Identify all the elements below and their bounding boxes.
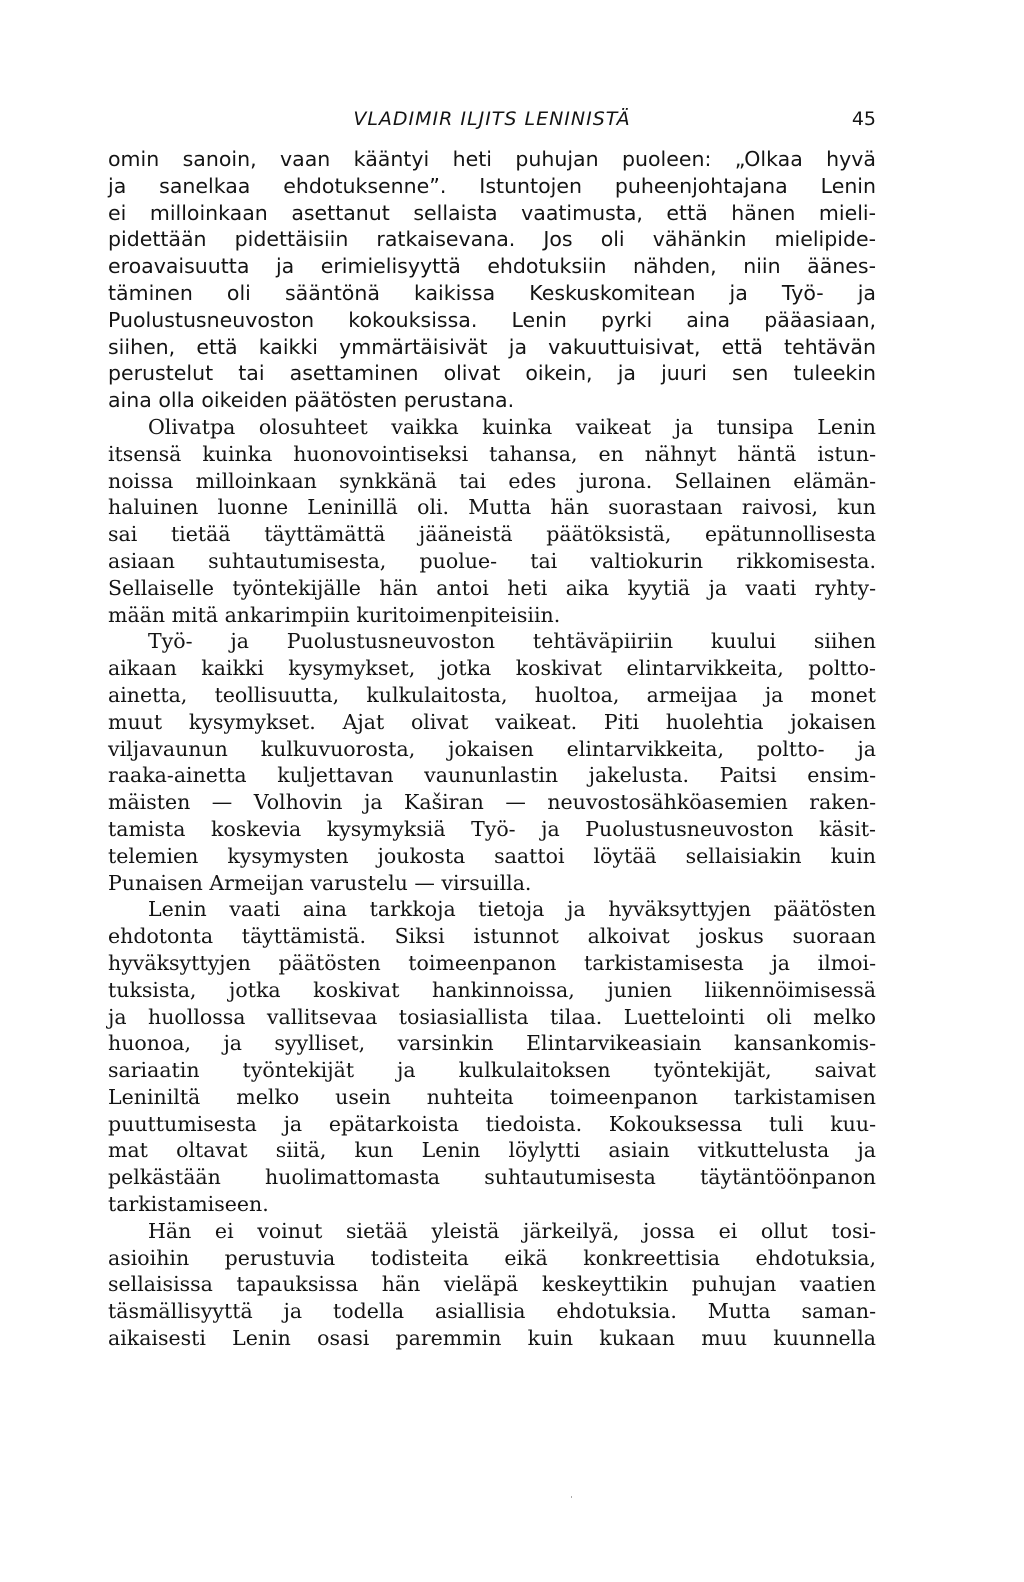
text-line: pelkästään huolimattomasta suhtautumisesta täytäntöönpanon <box>108 1165 876 1190</box>
text-line: sariaatin työntekijät ja kulkulaitoksen työntekijät, saivat <box>108 1058 876 1083</box>
text-line: aikaan kaikki kysymykset, jotka koskivat elintarvikkeita, poltto- <box>108 656 876 681</box>
paragraph-5 <box>108 1218 876 1352</box>
paragraph-3 <box>108 628 876 896</box>
page-number: 45 <box>851 108 876 130</box>
text-line: tamista koskevia kysymyksiä Työ- ja Puolustusneuvoston käsit- <box>108 816 876 841</box>
text-line: sellaisissa tapauksissa hän vieläpä keskeyttikin puhujan vaatien <box>108 1272 876 1297</box>
text-line: eroavaisuutta ja erimielisyyttä ehdotuksiin nähden, niin äänes- <box>108 254 876 279</box>
text-line: Lenin vaati aina tarkkoja tietoja ja hyväksyttyjen päätösten <box>148 897 876 922</box>
text-line: ja huollossa vallitsevaa tosiasiallista tilaa. Luettelointi oli melko <box>108 1004 876 1029</box>
print-speck <box>571 1496 572 1498</box>
text-line: asioihin perustuvia todisteita eikä konkreettisia ehdotuksia, <box>108 1245 876 1270</box>
text-line: asiaan suhtautumisesta, puolue- tai valtiokurin rikkomisesta. <box>108 548 876 573</box>
paragraph-1 <box>108 146 876 414</box>
text-line: aina olla oikeiden päätösten perustana. <box>108 388 515 413</box>
text-line: ainetta, teollisuutta, kulkulaitosta, huoltoa, armeijaa ja monet <box>108 682 876 707</box>
text-line: siihen, että kaikki ymmärtäisivät ja vakuuttuisivat, että tehtävän <box>108 334 876 359</box>
text-line: Sellaiselle työntekijälle hän antoi heti aika kyytiä ja vaati ryhty- <box>108 575 876 600</box>
text-line: täminen oli sääntönä kaikissa Keskuskomitean ja Työ- ja <box>108 280 876 305</box>
running-title: VLADIMIR ILJITS LENINISTÄ <box>353 108 631 130</box>
text-line: noissa milloinkaan synkkänä tai edes jurona. Sellainen elämän- <box>108 468 876 493</box>
text-line: sai tietää täyttämättä jääneistä päätöksistä, epätunnollisesta <box>108 522 876 547</box>
text-line: täsmällisyyttä ja todella asiallisia ehdotuksia. Mutta saman- <box>108 1299 876 1324</box>
text-line: mään mitä ankarimpiin kuritoimenpiteisiin. <box>108 602 561 627</box>
text-line: ei milloinkaan asettanut sellaista vaatimusta, että hänen mieli- <box>108 200 876 225</box>
text-line: viljavaunun kulkuvuorosta, jokaisen elintarvikkeita, poltto- ja <box>108 736 876 761</box>
text-line: Työ- ja Puolustusneuvoston tehtäväpiiriin kuului siihen <box>148 629 876 654</box>
text-line: muut kysymykset. Ajat olivat vaikeat. Piti huolehtia jokaisen <box>108 709 876 734</box>
text-line: ehdotonta täyttämistä. Siksi istunnot alkoivat joskus suoraan <box>108 924 876 949</box>
text-line: Olivatpa olosuhteet vaikka kuinka vaikeat ja tunsipa Lenin <box>148 414 876 439</box>
text-line: telemien kysymysten joukosta saattoi löytää sellaisiakin kuin <box>108 843 876 868</box>
text-line: Hän ei voinut sietää yleistä järkeilyä, jossa ei ollut tosi- <box>148 1218 876 1243</box>
text-line: raaka-ainetta kuljettavan vaununlastin jakelusta. Paitsi ensim- <box>108 763 876 788</box>
running-header <box>108 104 876 134</box>
text-line: mäisten — Volhovin ja Kaširan — neuvostosähköasemien raken- <box>108 790 876 815</box>
text-line: puuttumisesta ja epätarkoista tiedoista. Kokouksessa tuli kuu- <box>108 1111 876 1136</box>
text-line: pidettään pidettäisiin ratkaisevana. Jos oli vähänkin mielipide- <box>108 227 876 252</box>
text-line: perustelut tai asettaminen olivat oikein, ja juuri sen tuleekin <box>108 361 876 386</box>
text-line: hyväksyttyjen päätösten toimeenpanon tarkistamisesta ja ilmoi- <box>108 950 876 975</box>
body-text <box>108 146 876 1352</box>
text-line: mat oltavat siitä, kun Lenin löylytti asiain vitkuttelusta ja <box>108 1138 876 1163</box>
text-line: itsensä kuinka huonovointiseksi tahansa, en nähnyt häntä istun- <box>108 441 876 466</box>
text-line: tuksista, jotka koskivat hankinnoissa, junien liikennöimisessä <box>108 977 876 1002</box>
text-line: huonoa, ja syylliset, varsinkin Elintarvikeasiain kansankomis- <box>108 1031 876 1056</box>
text-line: omin sanoin, vaan kääntyi heti puhujan puoleen: „Olkaa hyvä <box>108 147 876 171</box>
text-line: Punaisen Armeijan varustelu — virsuilla. <box>108 870 532 895</box>
text-line: haluinen luonne Leninillä oli. Mutta hän suorastaan raivosi, kun <box>108 495 876 520</box>
paragraph-2 <box>108 414 876 628</box>
text-line: tarkistamiseen. <box>108 1192 269 1217</box>
text-line: aikaisesti Lenin osasi paremmin kuin kukaan muu kuunnella <box>108 1326 876 1351</box>
paragraph-4 <box>108 896 876 1218</box>
text-line: Leniniltä melko usein nuhteita toimeenpanon tarkistamisen <box>108 1084 876 1109</box>
text-line: ja sanelkaa ehdotuksenne”. Istuntojen puheenjohtajana Lenin <box>108 173 876 198</box>
text-line: Puolustusneuvoston kokouksissa. Lenin pyrki aina pääasiaan, <box>108 307 876 332</box>
